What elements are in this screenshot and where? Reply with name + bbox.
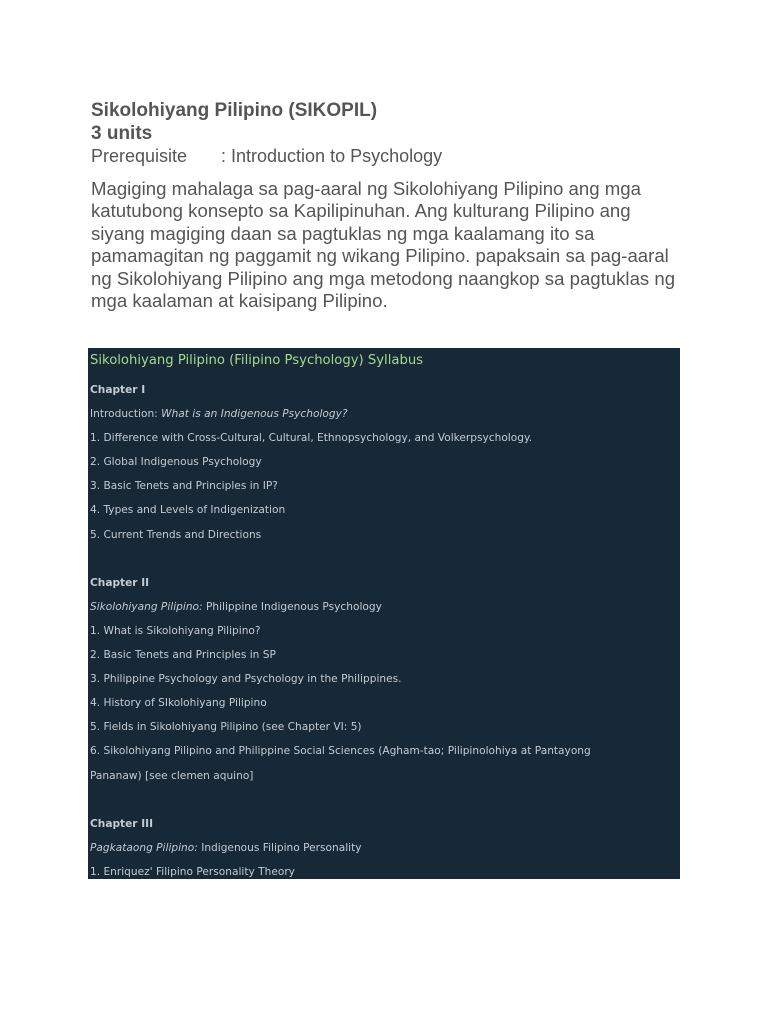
syllabus-panel bbox=[88, 348, 680, 879]
chapter-1-intro bbox=[90, 402, 676, 426]
course-title: Sikolohiyang Pilipino (SIKOPIL) bbox=[91, 100, 378, 121]
chapter-2-intro-rest: Philippine Indigenous Psychology bbox=[202, 600, 382, 613]
syllabus-title: Sikolohiyang Pilipino (Filipino Psychology) Syllabus bbox=[90, 353, 424, 368]
chapter-2-intro-title: Sikolohiyang Pilipino: bbox=[90, 600, 203, 613]
chapter-2-heading: Chapter II bbox=[90, 576, 150, 589]
prerequisite-label: Prerequisite bbox=[91, 146, 188, 166]
chapter-3-item: 1. Enriquez' Filipino Personality Theory bbox=[90, 865, 295, 878]
chapter-2-item: 3. Philippine Psychology and Psychology in the Philippines. bbox=[90, 673, 402, 686]
chapter-2-item: 4. History of SIkolohiyang Pilipino bbox=[90, 697, 267, 710]
course-description: Magiging mahalaga sa pag-aaral ng Sikolohiyang Pilipino ang mga katutubong konsepto sa Kapilipinuhan. Ang kulturang Pilipino ang siyang magiging daan sa pagtuklas ng mga kaalamang ito sa pamamagitan ng paggamit ng wikang Pilipino. papaksain sa pag-aaral ng Sikolohiyang Pilipino ang mga metodong naangkop sa pagtuklas ng mga kaalaman at kaisipang Pilipino. bbox=[91, 178, 676, 312]
chapter-2-item: 6. Sikolohiyang Pilipino and Philippine Social Sciences (Agham-tao; Pilipinolohiya at Pantayong bbox=[90, 745, 591, 758]
chapter-1-item: 2. Global Indigenous Psychology bbox=[90, 456, 262, 469]
chapter-2-item: 5. Fields in Sikolohiyang Pilipino (see Chapter VI: 5) bbox=[90, 721, 362, 734]
chapter-1-item: 1. Difference with Cross-Cultural, Cultural, Ethnopsychology, and Volkerpsychology. bbox=[90, 432, 533, 445]
chapter-1-intro-prefix: Introduction: bbox=[90, 408, 162, 421]
chapter-1-item: 5. Current Trends and Directions bbox=[90, 528, 262, 541]
syllabus-content bbox=[90, 378, 676, 879]
chapter-3-heading: Chapter III bbox=[90, 817, 154, 830]
prerequisite-line bbox=[91, 145, 442, 167]
course-units: 3 units bbox=[91, 123, 153, 144]
chapter-3-intro bbox=[90, 836, 676, 860]
chapter-1-heading: Chapter I bbox=[90, 384, 146, 396]
chapter-1-intro-title: What is an Indigenous Psychology? bbox=[161, 408, 348, 421]
prerequisite-value: : Introduction to Psychology bbox=[221, 146, 443, 166]
chapter-2-item: 1. What is Sikolohiyang Pilipino? bbox=[90, 624, 261, 637]
chapter-2-item: Pananaw) [see clemen aquino] bbox=[90, 769, 254, 782]
chapter-1-item: 4. Types and Levels of Indigenization bbox=[90, 504, 286, 517]
spacer bbox=[90, 788, 676, 812]
chapter-1-item: 3. Basic Tenets and Principles in IP? bbox=[90, 480, 278, 493]
chapter-3-intro-rest: Indigenous Filipino Personality bbox=[197, 841, 362, 854]
chapter-3-intro-title: Pagkataong Pilipino: bbox=[90, 841, 198, 854]
spacer bbox=[90, 547, 676, 571]
chapter-2-intro bbox=[90, 595, 676, 619]
chapter-2-item: 2. Basic Tenets and Principles in SP bbox=[90, 649, 276, 662]
